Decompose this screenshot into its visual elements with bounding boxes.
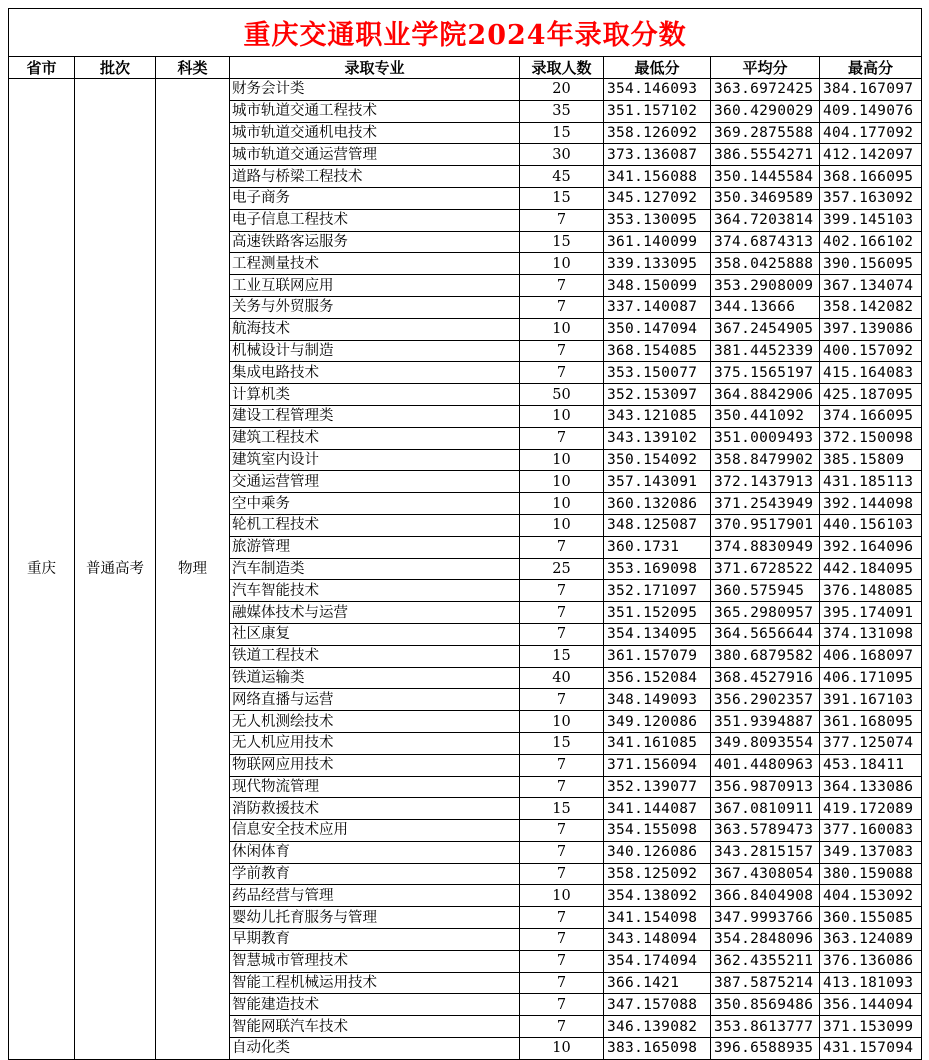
avg-score-cell: 358.8479902 [711,449,820,471]
header-max-score: 最高分 [820,57,922,79]
min-score-cell: 353.130095 [604,209,711,231]
max-score-cell: 419.172089 [820,798,922,820]
avg-score-cell: 350.1445584 [711,166,820,188]
max-score-cell: 363.124089 [820,929,922,951]
major-cell: 早期教育 [230,929,520,951]
major-cell: 智能网联汽车技术 [230,1016,520,1038]
min-score-cell: 354.138092 [604,885,711,907]
max-score-cell: 404.177092 [820,122,922,144]
max-score-cell: 356.144094 [820,994,922,1016]
avg-score-cell: 350.3469589 [711,187,820,209]
admitted-count-cell: 7 [520,1016,604,1038]
max-score-cell: 380.159088 [820,863,922,885]
major-cell: 轮机工程技术 [230,514,520,536]
admitted-count-cell: 7 [520,994,604,1016]
admitted-count-cell: 7 [520,754,604,776]
major-cell: 铁道工程技术 [230,645,520,667]
min-score-cell: 368.154085 [604,340,711,362]
admission-table [8,8,922,1060]
avg-score-cell: 354.2848096 [711,929,820,951]
avg-score-cell: 349.8093554 [711,732,820,754]
min-score-cell: 358.125092 [604,863,711,885]
max-score-cell: 406.171095 [820,667,922,689]
max-score-cell: 368.166095 [820,166,922,188]
max-score-cell: 376.148085 [820,580,922,602]
admitted-count-cell: 7 [520,820,604,842]
max-score-cell: 397.139086 [820,318,922,340]
admitted-count-cell: 10 [520,449,604,471]
table-body [9,79,922,1060]
category-cell: 物理 [156,79,230,1060]
min-score-cell: 349.120086 [604,711,711,733]
major-cell: 关务与外贸服务 [230,296,520,318]
min-score-cell: 350.154092 [604,449,711,471]
major-cell: 消防救援技术 [230,798,520,820]
max-score-cell: 358.142082 [820,296,922,318]
min-score-cell: 358.126092 [604,122,711,144]
max-score-cell: 385.15809 [820,449,922,471]
avg-score-cell: 374.8830949 [711,536,820,558]
major-cell: 现代物流管理 [230,776,520,798]
max-score-cell: 413.181093 [820,972,922,994]
min-score-cell: 352.171097 [604,580,711,602]
max-score-cell: 431.157094 [820,1038,922,1060]
min-score-cell: 356.152084 [604,667,711,689]
avg-score-cell: 364.8842906 [711,384,820,406]
admitted-count-cell: 15 [520,122,604,144]
min-score-cell: 348.125087 [604,514,711,536]
avg-score-cell: 364.5656644 [711,623,820,645]
max-score-cell: 367.134074 [820,275,922,297]
admitted-count-cell: 7 [520,863,604,885]
min-score-cell: 353.169098 [604,558,711,580]
avg-score-cell: 363.6972425 [711,79,820,101]
admitted-count-cell: 7 [520,296,604,318]
avg-score-cell: 350.8569486 [711,994,820,1016]
avg-score-cell: 386.5554271 [711,144,820,166]
admitted-count-cell: 7 [520,776,604,798]
major-cell: 城市轨道交通运营管理 [230,144,520,166]
admission-sheet [8,8,921,1060]
avg-score-cell: 363.5789473 [711,820,820,842]
min-score-cell: 352.139077 [604,776,711,798]
avg-score-cell: 370.9517901 [711,514,820,536]
min-score-cell: 350.147094 [604,318,711,340]
max-score-cell: 361.168095 [820,711,922,733]
admitted-count-cell: 10 [520,711,604,733]
min-score-cell: 366.1421 [604,972,711,994]
avg-score-cell: 368.4527916 [711,667,820,689]
admitted-count-cell: 30 [520,144,604,166]
major-cell: 电子商务 [230,187,520,209]
min-score-cell: 340.126086 [604,841,711,863]
major-cell: 智慧城市管理技术 [230,950,520,972]
max-score-cell: 392.144098 [820,493,922,515]
major-cell: 工程测量技术 [230,253,520,275]
admitted-count-cell: 35 [520,100,604,122]
max-score-cell: 431.185113 [820,471,922,493]
major-cell: 社区康复 [230,623,520,645]
avg-score-cell: 365.2980957 [711,602,820,624]
header-province: 省市 [9,57,75,79]
major-cell: 航海技术 [230,318,520,340]
max-score-cell: 357.163092 [820,187,922,209]
min-score-cell: 361.140099 [604,231,711,253]
admitted-count-cell: 7 [520,602,604,624]
max-score-cell: 404.153092 [820,885,922,907]
admitted-count-cell: 7 [520,929,604,951]
min-score-cell: 354.146093 [604,79,711,101]
admitted-count-cell: 10 [520,471,604,493]
major-cell: 城市轨道交通工程技术 [230,100,520,122]
major-cell: 空中乘务 [230,493,520,515]
avg-score-cell: 351.0009493 [711,427,820,449]
major-cell: 药品经营与管理 [230,885,520,907]
max-score-cell: 364.133086 [820,776,922,798]
avg-score-cell: 371.2543949 [711,493,820,515]
avg-score-cell: 396.6588935 [711,1038,820,1060]
admitted-count-cell: 10 [520,885,604,907]
avg-score-cell: 367.0810911 [711,798,820,820]
avg-score-cell: 367.4308054 [711,863,820,885]
major-cell: 自动化类 [230,1038,520,1060]
major-cell: 无人机应用技术 [230,732,520,754]
min-score-cell: 360.1731 [604,536,711,558]
header-row [9,57,922,79]
min-score-cell: 354.134095 [604,623,711,645]
major-cell: 工业互联网应用 [230,275,520,297]
min-score-cell: 341.156088 [604,166,711,188]
min-score-cell: 343.121085 [604,405,711,427]
min-score-cell: 373.136087 [604,144,711,166]
admitted-count-cell: 15 [520,732,604,754]
major-cell: 集成电路技术 [230,362,520,384]
avg-score-cell: 343.2815157 [711,841,820,863]
min-score-cell: 341.154098 [604,907,711,929]
admitted-count-cell: 7 [520,950,604,972]
max-score-cell: 406.168097 [820,645,922,667]
admitted-count-cell: 50 [520,384,604,406]
max-score-cell: 399.145103 [820,209,922,231]
admitted-count-cell: 7 [520,623,604,645]
major-cell: 道路与桥梁工程技术 [230,166,520,188]
max-score-cell: 395.174091 [820,602,922,624]
major-cell: 智能工程机械运用技术 [230,972,520,994]
min-score-cell: 361.157079 [604,645,711,667]
major-cell: 建筑室内设计 [230,449,520,471]
major-cell: 婴幼儿托育服务与管理 [230,907,520,929]
major-cell: 交通运营管理 [230,471,520,493]
admitted-count-cell: 10 [520,253,604,275]
batch-cell: 普通高考 [75,79,156,1060]
max-score-cell: 442.184095 [820,558,922,580]
min-score-cell: 354.174094 [604,950,711,972]
min-score-cell: 360.132086 [604,493,711,515]
header-category: 科类 [156,57,230,79]
min-score-cell: 345.127092 [604,187,711,209]
admitted-count-cell: 10 [520,1038,604,1060]
major-cell: 计算机类 [230,384,520,406]
header-batch: 批次 [75,57,156,79]
max-score-cell: 390.156095 [820,253,922,275]
admitted-count-cell: 10 [520,493,604,515]
admitted-count-cell: 45 [520,166,604,188]
avg-score-cell: 362.4355211 [711,950,820,972]
admitted-count-cell: 7 [520,580,604,602]
min-score-cell: 343.148094 [604,929,711,951]
min-score-cell: 343.139102 [604,427,711,449]
max-score-cell: 402.166102 [820,231,922,253]
admitted-count-cell: 7 [520,689,604,711]
max-score-cell: 400.157092 [820,340,922,362]
major-cell: 建筑工程技术 [230,427,520,449]
admitted-count-cell: 20 [520,79,604,101]
major-cell: 休闲体育 [230,841,520,863]
major-cell: 汽车制造类 [230,558,520,580]
avg-score-cell: 344.13666 [711,296,820,318]
avg-score-cell: 364.7203814 [711,209,820,231]
min-score-cell: 339.133095 [604,253,711,275]
avg-score-cell: 350.441092 [711,405,820,427]
max-score-cell: 371.153099 [820,1016,922,1038]
page-title: 重庆交通职业学院2024年录取分数 [9,9,922,57]
max-score-cell: 391.167103 [820,689,922,711]
max-score-cell: 425.187095 [820,384,922,406]
avg-score-cell: 351.9394887 [711,711,820,733]
min-score-cell: 351.157102 [604,100,711,122]
max-score-cell: 374.131098 [820,623,922,645]
major-cell: 物联网应用技术 [230,754,520,776]
admitted-count-cell: 7 [520,275,604,297]
min-score-cell: 341.144087 [604,798,711,820]
admitted-count-cell: 15 [520,645,604,667]
max-score-cell: 377.160083 [820,820,922,842]
min-score-cell: 352.153097 [604,384,711,406]
avg-score-cell: 347.9993766 [711,907,820,929]
avg-score-cell: 366.8404908 [711,885,820,907]
avg-score-cell: 356.9870913 [711,776,820,798]
major-cell: 高速铁路客运服务 [230,231,520,253]
admitted-count-cell: 40 [520,667,604,689]
min-score-cell: 346.139082 [604,1016,711,1038]
major-cell: 智能建造技术 [230,994,520,1016]
min-score-cell: 353.150077 [604,362,711,384]
major-cell: 建设工程管理类 [230,405,520,427]
avg-score-cell: 380.6879582 [711,645,820,667]
max-score-cell: 384.167097 [820,79,922,101]
min-score-cell: 371.156094 [604,754,711,776]
max-score-cell: 372.150098 [820,427,922,449]
header-min-score: 最低分 [604,57,711,79]
major-cell: 无人机测绘技术 [230,711,520,733]
avg-score-cell: 369.2875588 [711,122,820,144]
avg-score-cell: 387.5875214 [711,972,820,994]
min-score-cell: 337.140087 [604,296,711,318]
max-score-cell: 392.164096 [820,536,922,558]
admitted-count-cell: 10 [520,514,604,536]
min-score-cell: 354.155098 [604,820,711,842]
major-cell: 汽车智能技术 [230,580,520,602]
admitted-count-cell: 7 [520,209,604,231]
max-score-cell: 409.149076 [820,100,922,122]
avg-score-cell: 360.575945 [711,580,820,602]
major-cell: 信息安全技术应用 [230,820,520,842]
admitted-count-cell: 15 [520,187,604,209]
major-cell: 融媒体技术与运营 [230,602,520,624]
admitted-count-cell: 10 [520,405,604,427]
major-cell: 网络直播与运营 [230,689,520,711]
major-cell: 学前教育 [230,863,520,885]
admitted-count-cell: 15 [520,798,604,820]
max-score-cell: 374.166095 [820,405,922,427]
max-score-cell: 376.136086 [820,950,922,972]
min-score-cell: 348.149093 [604,689,711,711]
avg-score-cell: 401.4480963 [711,754,820,776]
max-score-cell: 440.156103 [820,514,922,536]
admitted-count-cell: 7 [520,340,604,362]
avg-score-cell: 358.0425888 [711,253,820,275]
admitted-count-cell: 7 [520,907,604,929]
major-cell: 城市轨道交通机电技术 [230,122,520,144]
max-score-cell: 377.125074 [820,732,922,754]
max-score-cell: 360.155085 [820,907,922,929]
avg-score-cell: 367.2454905 [711,318,820,340]
header-major: 录取专业 [230,57,520,79]
admitted-count-cell: 10 [520,318,604,340]
avg-score-cell: 353.8613777 [711,1016,820,1038]
avg-score-cell: 374.6874313 [711,231,820,253]
min-score-cell: 357.143091 [604,471,711,493]
major-cell: 旅游管理 [230,536,520,558]
admitted-count-cell: 7 [520,362,604,384]
max-score-cell: 415.164083 [820,362,922,384]
major-cell: 机械设计与制造 [230,340,520,362]
avg-score-cell: 381.4452339 [711,340,820,362]
province-cell: 重庆 [9,79,75,1060]
min-score-cell: 347.157088 [604,994,711,1016]
header-admitted-count: 录取人数 [520,57,604,79]
min-score-cell: 341.161085 [604,732,711,754]
avg-score-cell: 372.1437913 [711,471,820,493]
max-score-cell: 412.142097 [820,144,922,166]
admitted-count-cell: 7 [520,536,604,558]
admitted-count-cell: 25 [520,558,604,580]
avg-score-cell: 360.4290029 [711,100,820,122]
major-cell: 电子信息工程技术 [230,209,520,231]
header-avg-score: 平均分 [711,57,820,79]
min-score-cell: 348.150099 [604,275,711,297]
major-cell: 铁道运输类 [230,667,520,689]
avg-score-cell: 356.2902357 [711,689,820,711]
min-score-cell: 351.152095 [604,602,711,624]
admitted-count-cell: 7 [520,841,604,863]
table-row [9,79,922,101]
admitted-count-cell: 7 [520,972,604,994]
max-score-cell: 349.137083 [820,841,922,863]
avg-score-cell: 371.6728522 [711,558,820,580]
avg-score-cell: 353.2908009 [711,275,820,297]
avg-score-cell: 375.1565197 [711,362,820,384]
min-score-cell: 383.165098 [604,1038,711,1060]
admitted-count-cell: 7 [520,427,604,449]
major-cell: 财务会计类 [230,79,520,101]
max-score-cell: 453.18411 [820,754,922,776]
admitted-count-cell: 15 [520,231,604,253]
